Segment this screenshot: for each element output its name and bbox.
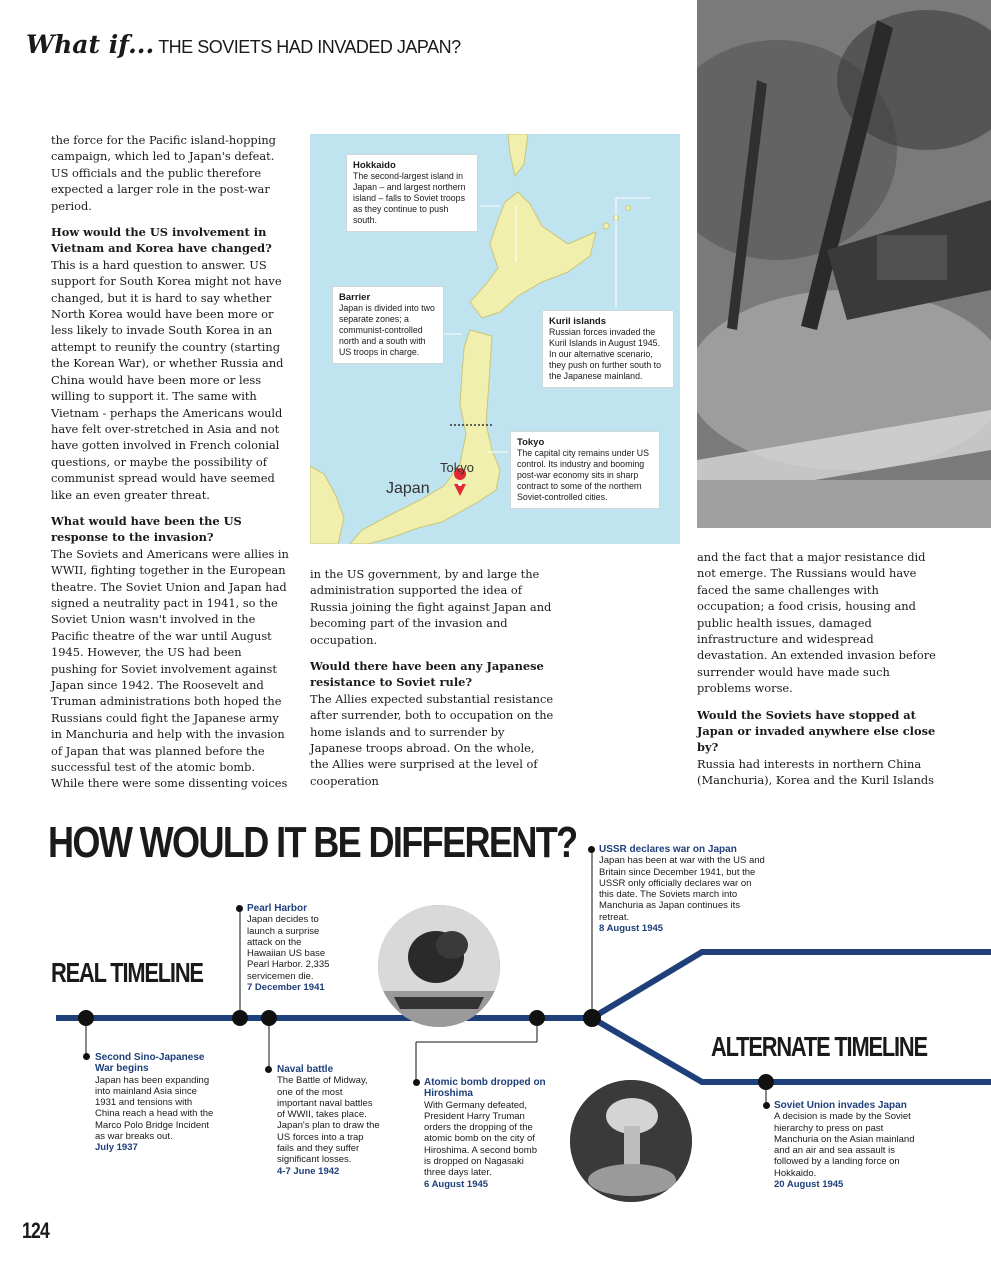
alternate-timeline-label: ALTERNATE TIMELINE	[711, 1031, 927, 1062]
event-date: 20 August 1945	[774, 1179, 844, 1191]
event-naval-battle	[277, 1064, 381, 1177]
paragraph: the force for the Pacific island-hopping campaign, which led to Japan's defeat. US officials and the public therefore expected a larger role in the post-war period.	[51, 133, 276, 213]
event-text: With Germany defeated, President Harry Truman orders the dropping of the atomic bomb on the city of Hiroshima. A second bomb is dropped on Nagasaki three days later.	[424, 1099, 538, 1179]
alternate-timeline-line	[592, 1018, 991, 1082]
question-heading: How would the US involvement in Vietnam and Korea have changed?	[51, 225, 272, 256]
event-sino-japanese-war	[95, 1052, 217, 1154]
event-bullet	[236, 905, 243, 912]
callout-title: Hokkaido	[353, 160, 396, 171]
callout-title: Kuril islands	[549, 316, 607, 327]
real-timeline-continuation	[592, 952, 991, 1018]
event-ussr-declares-war	[599, 844, 765, 934]
pearl-harbor-photo	[378, 905, 500, 1027]
question-heading: Would the Soviets have stopped at Japan or invaded anywhere else close by?	[697, 707, 936, 755]
event-date: 4-7 June 1942	[277, 1165, 340, 1177]
event-text: Japan has been at war with the US and Britain since December 1941, but the USSR only officially declares war on this date. The Soviets march into Manchuria as Japan continues its retreat.	[599, 855, 765, 923]
event-title: Atomic bomb dropped on Hiroshima	[424, 1077, 546, 1100]
event-bullet	[588, 846, 595, 853]
event-atomic-bomb	[424, 1077, 546, 1190]
event-date: 7 December 1941	[247, 982, 325, 994]
timeline-node	[758, 1074, 774, 1090]
callout-title: Barrier	[339, 292, 371, 303]
paragraph: The Allies expected substantial resistance after surrender, both to occupation on the home islands and to surrender by Japanese troops abroad. On the whole, the Allies were surprised at the level of cooperation	[310, 691, 554, 788]
event-title: Second Sino-Japanese War begins	[95, 1052, 205, 1075]
event-bullet	[763, 1102, 770, 1109]
event-text: Japan decides to launch a surprise attack on the Hawaiian US base Pearl Harbor. 2,335 servicemen die.	[247, 914, 330, 982]
event-bullet	[265, 1066, 272, 1073]
event-pearl-harbor	[247, 903, 337, 993]
page-number: 124	[22, 1218, 49, 1243]
timeline-heading: HOW WOULD IT BE DIFFERENT?	[48, 818, 577, 867]
timeline-node	[261, 1010, 277, 1026]
map-label-japan: Japan	[386, 480, 430, 497]
paragraph: in the US government, by and large the administration supported the idea of Russia joining the fight against Japan and becoming part of the invasion and occupation.	[310, 567, 552, 647]
event-bullet	[413, 1079, 420, 1086]
paragraph: This is a hard question to answer. US support for South Korea might not have changed, but it is hard to say whether North Korea would have been more or less likely to invade South Korea in an attempt to reunify the country (starting the Korean War), or whether Russia and China would have been more or less willing to support it. The same with Vietnam - perhaps the Americans would have felt over-stretched in Asia and not have gotten involved in French colonial questions, or maybe the possibility of communist spread would have seemed like an even greater threat.	[51, 257, 284, 502]
timeline-node	[232, 1010, 248, 1026]
event-title: Naval battle	[277, 1064, 334, 1075]
map-label-tokyo: Tokyo	[440, 460, 474, 475]
timeline-node	[78, 1010, 94, 1026]
event-title: Soviet Union invades Japan	[774, 1100, 907, 1111]
timeline-node	[529, 1010, 545, 1026]
callout-text: The capital city remains under US control. Its industry and booming post-war economy sits in sharp contract to some of the northern Soviet-controlled cities.	[517, 448, 650, 502]
event-text: Japan has been expanding into mainland Asia since 1931 and tensions with China reach a head with the Marco Polo Bridge Incident as war breaks out.	[95, 1074, 214, 1143]
paragraph: The Soviets and Americans were allies in WWII, fighting together in the European theatre. The Soviet Union and Japan had signed a neutrality pact in 1941, so the Soviet Union wasn't involved in the Pacific theatre of the war until August 1945. However, the US had been pushing for Soviet involvement against Japan since 1942. The Roosevelt and Truman administrations both hoped the Russians could fight the Japanese army in Manchuria and help with the invasion of Japan that was planned before the successful test of the atomic bomb. While there were some dissenting voices	[51, 546, 289, 791]
what-if-label: What if...	[26, 30, 155, 59]
callout-text: The second-largest island in Japan – and largest northern island – falls to Soviet troops as they continue to push south.	[353, 171, 466, 225]
callout-text: Russian forces invaded the Kuril Islands in August 1945. In our alternative scenario, they push on further south to the Japanese mainland.	[549, 327, 661, 381]
paragraph: and the fact that a major resistance did not emerge. The Russians would have faced the same challenges with occupation; a food crisis, housing and public health issues, damaged infrastructure and widespread devastation. An extended invasion before surrender would have made such problems worse.	[697, 550, 936, 696]
callout-text: Japan is divided into two separate zones; a communist-controlled north and a south with US troops in charge.	[339, 303, 435, 357]
atomic-bomb-photo	[570, 1080, 692, 1202]
event-bullet	[83, 1053, 90, 1060]
question-heading: Would there have been any Japanese resistance to Soviet rule?	[310, 659, 544, 690]
event-date: 6 August 1945	[424, 1178, 489, 1190]
event-soviet-invasion	[774, 1100, 920, 1190]
event-title: Pearl Harbor	[247, 903, 308, 914]
event-text: The Battle of Midway, one of the most important naval battles of WWII, takes place. Japan's plan to draw the US forces into a trap fails and they suffer significant losses.	[277, 1075, 380, 1166]
event-text: A decision is made by the Soviet hierarchy to press on past Manchuria on the Asian mainland and an air and sea assault is followed by a landing force on Hokkaido.	[774, 1111, 915, 1179]
header-title: THE SOVIETS HAD INVADED JAPAN?	[158, 37, 461, 57]
paragraph: Russia had interests in northern China (Manchuria), Korea and the Kuril Islands	[697, 756, 935, 788]
question-heading: What would have been the US response to the invasion?	[51, 513, 242, 545]
callout-title: Tokyo	[517, 437, 545, 448]
real-timeline-label: REAL TIMELINE	[51, 957, 203, 988]
timeline-node	[583, 1009, 601, 1027]
event-title: USSR declares war on Japan	[599, 844, 737, 855]
event-date: 8 August 1945	[599, 923, 664, 935]
event-date: July 1937	[95, 1142, 138, 1154]
